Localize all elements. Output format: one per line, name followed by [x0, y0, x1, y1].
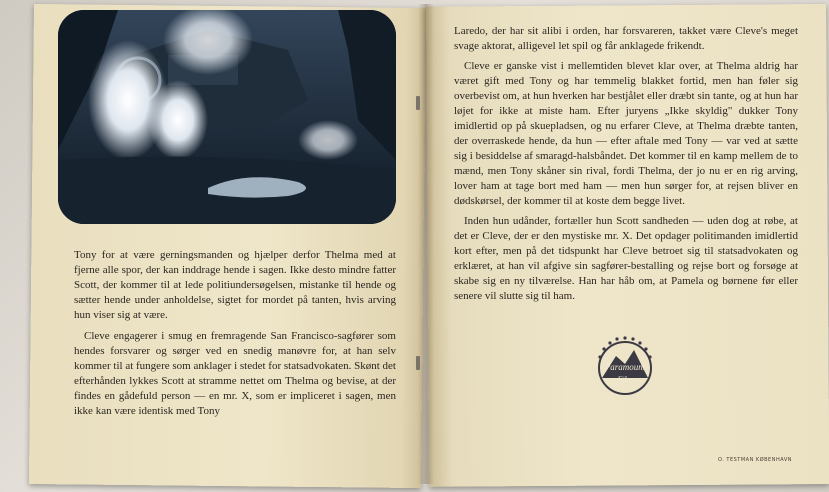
paramount-logo [592, 330, 658, 400]
printer-credit: O. TESTMAN KØBENHAVN [718, 457, 792, 463]
staple-top [416, 96, 420, 110]
open-booklet [14, 0, 829, 492]
left-page-text [74, 248, 396, 425]
burning-car-icon [58, 10, 396, 224]
booklet-spine [418, 4, 434, 484]
paragraph: Inden hun udånder, fortæller hun Scott sandheden — uden dog at røbe, at det er Cleve, der er den mystiske mr. X. Det opdager politimanden imidlertid kort efter, men på det tidspunkt har Cleve betroet sig til statsadvokaten og erklæret, at han vil afgive sin sagfører-bestalling og rejse bort og forsøge at skabe sig en ny tilværelse. Han har håb om, at Pamela og børnene før eller senere vil slutte sig til ham. [454, 215, 798, 302]
paragraph: Cleve engagerer i smug en fremragende San Francisco-sagfører som hendes forsvarer og sørger ved en snedig manøvre for, at han selv kommer til at fungere som anklager i stedet for statsadvokaten. Skønt det efterhånden lykkes Scott at stramme nettet om Thelma og bevise, at der findes en gådefuld person — en mr. X, som er impliceret i sagen, men ikke kan være identisk med Tony [74, 330, 396, 417]
film-still-photo [58, 10, 396, 224]
staple-bottom [416, 356, 420, 370]
right-page-text [454, 24, 798, 309]
paragraph: Cleve er ganske vist i mellemtiden blevet klar over, at Thelma aldrig har været gift med Tony og har temmelig blakket fortid, men han føler sig overbevist om, at hun hverken har bestjålet eller dræbt sin tante, og at hun har løjet for ikke at miste ham. Efter juryens „Ikke skyldig" dukker Tony imidlertid op på skuepladsen, og nu erfarer Cleve, at Thelma dræbte tanten, der overraskede hende, da hun — efter aftale med Tony — var ved at sætte sig i besiddelse af smaragd-halsbåndet. Det kommer til en kamp mellem de to mænd, men Tony skåner sin rival, fordi Thelma, der jo nu er en rig arving, lover ham at tage bort med ham — men hun sørger for, at rejsen bliver en dødskørsel, der kommer til at koste dem begge livet. [454, 60, 798, 207]
logo-subword: Film [617, 375, 633, 384]
paragraph: Laredo, der har sit alibi i orden, har forsvareren, takket være Cleve's meget svage aktorat, alligevel let spil og får anklagede frikendt. [454, 25, 798, 52]
paramount-logo-icon [592, 330, 658, 400]
paragraph: Tony for at være gerningsmanden og hjælper derfor Thelma med at fjerne alle spor, der kan inddrage hende i sagen. Ikke desto mindre fatter Scott, der kommer til at lede politiundersøgelsen, mistanke til hende og sætter hende under anholdelse, sigtet for mordet på tanten, hvis arving hun viser sig at være. [74, 249, 396, 321]
logo-wordmark: Paramount [604, 362, 646, 372]
